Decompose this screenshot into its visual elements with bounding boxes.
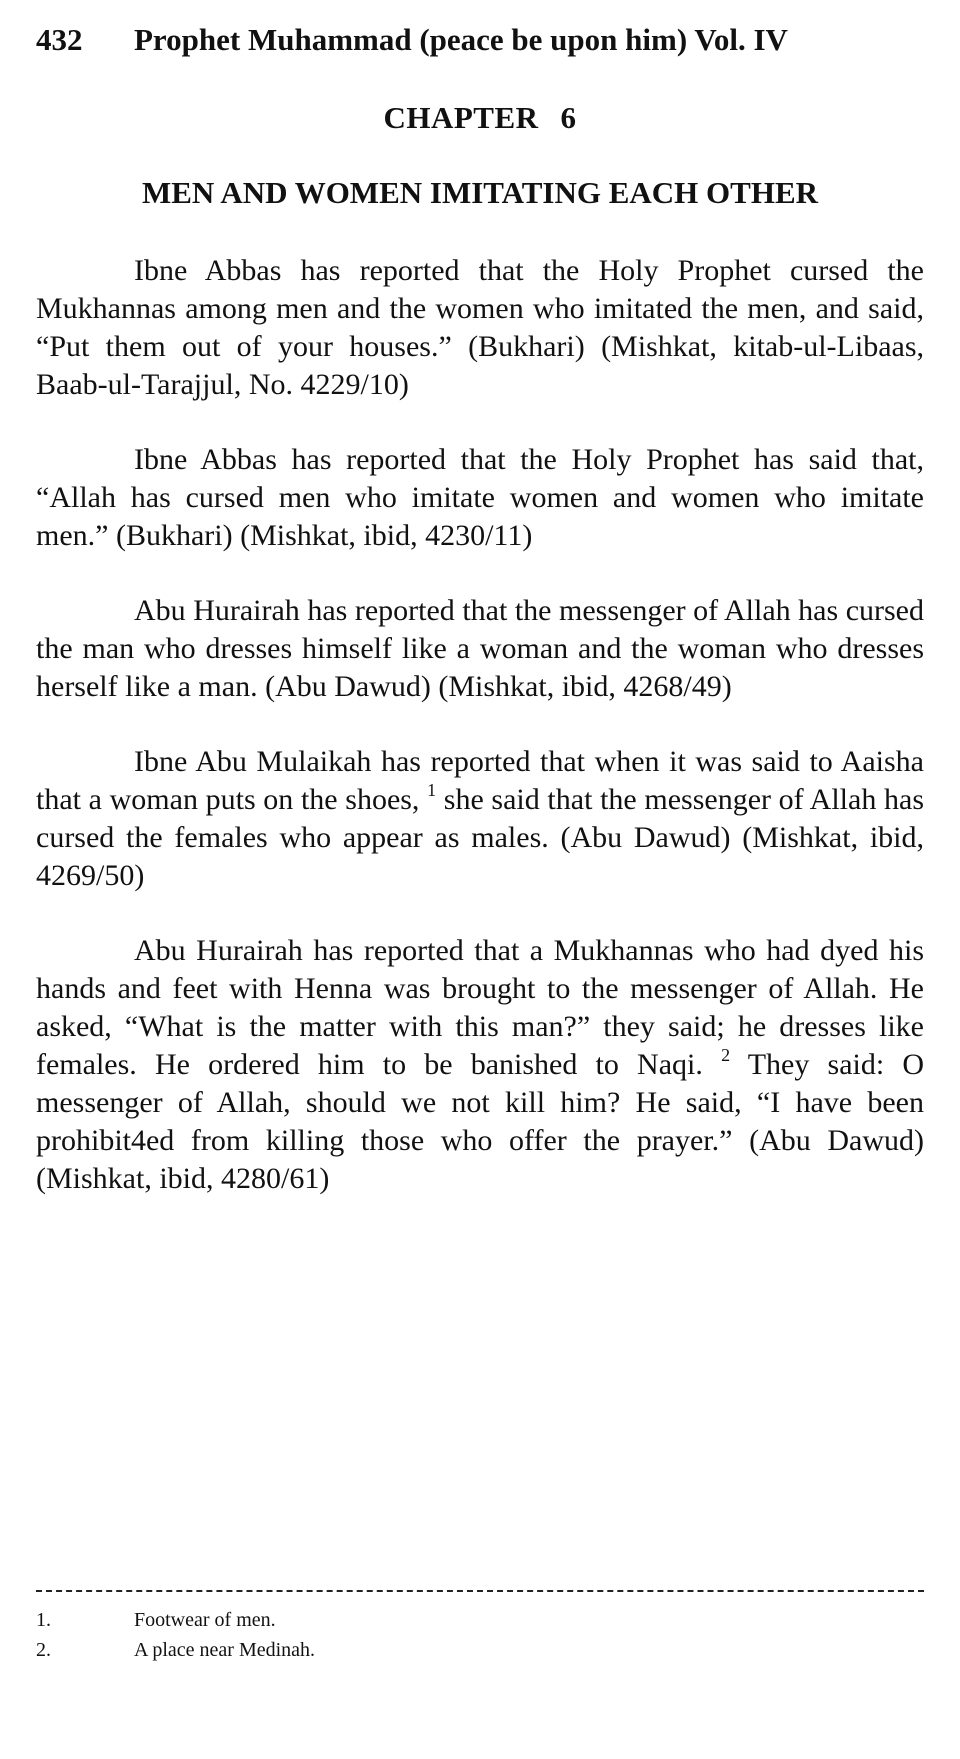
footnotes <box>36 1605 924 1665</box>
paragraph-4-text-before: Ibne Abu Mulaikah has reported that when it was said to Aaisha that a woman puts on the shoes, <box>36 745 924 816</box>
paragraph-2: Ibne Abbas has reported that the Holy Prophet has said that, “Allah has cursed men who imitate women and women who imitate men.” (Bukhari) (Mishkat, ibid, 4230/11) <box>36 443 924 552</box>
chapter-number: 6 <box>560 100 577 135</box>
book-title: Prophet Muhammad (peace be upon him) Vol. IV <box>134 22 788 57</box>
paragraph-5 <box>36 932 924 1198</box>
running-head <box>36 22 788 58</box>
footnote-separator <box>36 1590 924 1592</box>
paragraph-3: Abu Hurairah has reported that the messenger of Allah has cursed the man who dresses himself like a woman and the woman who dresses herself like a man. (Abu Dawud) (Mishkat, ibid, 4268/49) <box>36 594 924 703</box>
footnote-text: Footwear of men. <box>134 1609 276 1631</box>
paragraph-5-text-after: They said: O messenger of Allah, should we not kill him? He said, “I have been prohibit4ed from killing those who offer the prayer.” (Abu Dawud) (Mishkat, ibid, 4280/61) <box>36 1048 925 1195</box>
footnote-ref-1: 1 <box>427 780 437 800</box>
body-text <box>36 252 924 1235</box>
chapter-title: MEN AND WOMEN IMITATING EACH OTHER <box>141 175 819 210</box>
paragraph-4 <box>36 743 924 895</box>
footnote-1 <box>36 1605 924 1635</box>
chapter-label: CHAPTER <box>383 100 539 135</box>
chapter-heading <box>0 100 960 136</box>
footnote-number: 2. <box>36 1639 51 1661</box>
paragraph-1: Ibne Abbas has reported that the Holy Prophet cursed the Mukhannas among men and the women who imitated the men, and said, “Put them out of your houses.” (Bukhari) (Mishkat, kitab-ul-Libaas, Baab-ul-Tarajjul, No. 4229/10) <box>36 254 924 401</box>
paragraph-5-text-before: Abu Hurairah has reported that a Mukhannas who had dyed his hands and feet with Henna was brought to the messenger of Allah. He asked, “What is the matter with this man?” they said; he dresses like females. He ordered him to be banished to Naqi. <box>36 934 924 1081</box>
footnote-ref-2: 2 <box>721 1045 731 1065</box>
paragraph-4-text-after: she said that the messenger of Allah has cursed the females who appear as males. (Abu Dawud) (Mishkat, ibid, 4269/50) <box>36 783 924 892</box>
footnote-2 <box>36 1635 924 1665</box>
footnote-text: A place near Medinah. <box>134 1639 316 1661</box>
page-number: 432 <box>36 22 83 57</box>
footnote-number: 1. <box>36 1609 51 1631</box>
